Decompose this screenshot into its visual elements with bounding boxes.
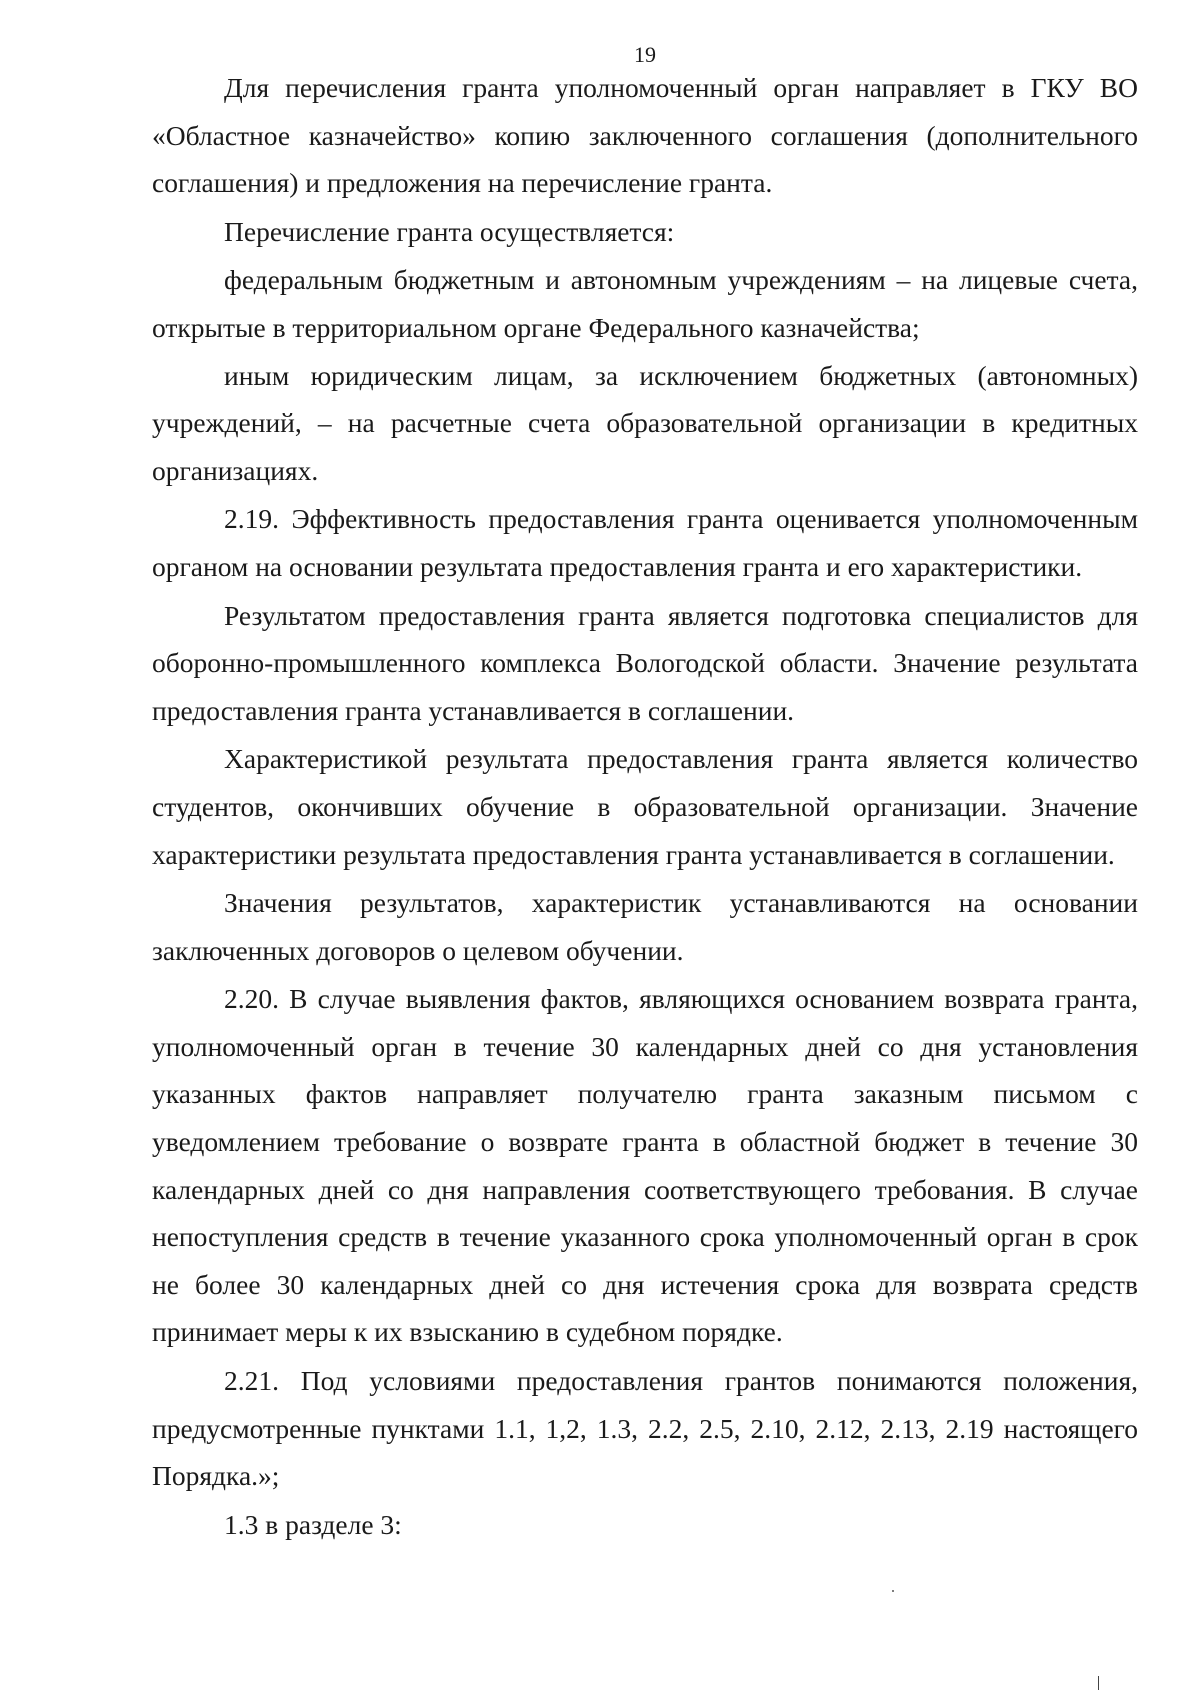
- paragraph-2-21: 2.21. Под условиями предоставления грантов понимаются положения, предусмотренные пунктами 1.1, 1,2, 1.3, 2.2, 2.5, 2.10, 2.12, 2.13, 2.19 настоящего Порядка.»;: [152, 1365, 1138, 1492]
- paragraph-values: Значения результатов, характеристик устанавливаются на основании заключенных договоров о целевом обучении.: [152, 887, 1138, 966]
- paragraph-2-20: 2.20. В случае выявления фактов, являющихся основанием возврата гранта, уполномоченный орган в течение 30 календарных дней со дня установления указанных фактов направляет получателю гранта заказным письмом с уведомлением требование о возврате гранта в областной бюджет в течение 30 календарных дней со дня направления соответствующего требования. В случае непоступления средств в течение указанного срока уполномоченный орган в срок не более 30 календарных дней со дня истечения срока для возврата средств принимает меры к их взысканию в судебном порядке.: [152, 983, 1138, 1348]
- paragraph-1-3: 1.3 в разделе 3:: [224, 1508, 402, 1540]
- paragraph-result: Результатом предоставления гранта является подготовка специалистов для оборонно-промышленного комплекса Вологодской области. Значение результата предоставления гранта устанавливается в соглашении.: [152, 599, 1138, 726]
- paragraph-2-19: 2.19. Эффективность предоставления гранта оценивается уполномоченным органом на основании результата предоставления гранта и его характеристики.: [152, 503, 1138, 582]
- page-number: 19: [634, 42, 656, 67]
- scan-speck: [892, 1590, 894, 1592]
- paragraph-federal-institutions: федеральным бюджетным и автономным учреждениям – на лицевые счета, открытые в территориальном органе Федерального казначейства;: [152, 264, 1138, 343]
- scan-mark: [1098, 1676, 1099, 1690]
- document-body: [152, 64, 1138, 1548]
- paragraph-other-legal-entities: иным юридическим лицам, за исключением бюджетных (автономных) учреждений, – на расчетные счета образовательной организации в кредитных организациях.: [152, 359, 1138, 486]
- paragraph-transfer-method: Перечисление гранта осуществляется:: [224, 215, 675, 247]
- paragraph-characteristic: Характеристикой результата предоставления гранта является количество студентов, окончивших обучение в образовательной организации. Значение характеристики результата предоставления гранта устанавливается в соглашении.: [152, 743, 1138, 870]
- paragraph-grant-transfer: Для перечисления гранта уполномоченный орган направляет в ГКУ ВО «Областное казначейство» копию заключенного соглашения (дополнительного соглашения) и предложения на перечисление гранта.: [152, 72, 1138, 199]
